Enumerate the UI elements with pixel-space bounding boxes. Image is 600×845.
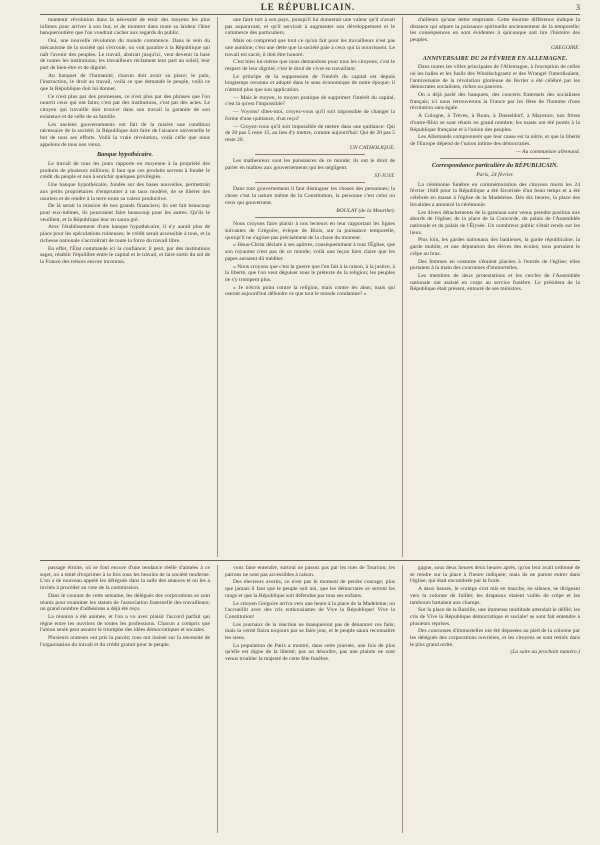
bottom-column-3 — [410, 565, 580, 835]
article-paragraph: Les malheureux sont les puissances de ce monde; ils ont le droit de parler en maîtres aux gouvernements qui les négligent. — [225, 158, 395, 172]
article-paragraph: En effet, l'État commande ici la confiance; il peut, par des institutions sages, rétablir l'équilibre entre le capital et le travail, et faire sortir du sol de la France des trésors encore inconnus. — [40, 245, 210, 265]
article-paragraph: Des femmes en costume s'étaient placées à l'entrée de l'église; elles portaient à la main des couronnes d'immortelles. — [410, 258, 580, 272]
separator — [440, 158, 550, 159]
article-paragraph: Le principe de la suppression de l'intérêt du capital est depuis longtemps reconnu et adopté dans le sens économique de notre époque; il n'attend plus que son application. — [225, 73, 395, 94]
article-paragraph: — Croyez-vous qu'il soit impossible de mettre dans une quittance: Qui de 20 pas 5 reste 15, au lieu d'y mettre, comme aujourd'hui: Qui de 20 pas 5 reste 20. — [225, 123, 395, 143]
horizontal-divider — [40, 560, 580, 561]
newspaper-title: LE RÉPUBLICAIN. — [260, 2, 356, 12]
article-paragraph: Plusieurs orateurs ont pris la parole; tous ont insisté sur la nécessité de l'organisation du travail et du crédit gratuit pour le peuple. — [40, 635, 210, 648]
column-divider — [217, 565, 218, 833]
article-paragraph: passage étroite, où se font encore d'une tendance réelle d'aimées à ce sujet, on a tenté d'exprimer à la fois tous les besoins de la société moderne. L'on a de nouveau appelé les délégués dans la salle des séances et on les a invités à procéder au vote de la commission. — [40, 565, 210, 592]
article-paragraph: A Cologne, à Trèves, à Bonn, à Dusseldorf, à Mayence, nos frères d'outre-Rhin se sont réunis en grand nombre; les toasts ont été portés à la République française et à l'union des peuples. — [410, 113, 580, 133]
bottom-column-1 — [40, 565, 210, 835]
section-heading: ANNIVERSAIRE DU 24 FÉVRIER EN ALLEMAGNE. — [422, 54, 568, 62]
column-divider — [402, 17, 403, 557]
column-3 — [410, 17, 580, 552]
signature: — Au communiste allemand. — [515, 148, 580, 155]
section-heading: Correspondance particulière du RÉPUBLICAIN. — [431, 162, 559, 170]
article-paragraph: La réunion a été animée, et l'on a vu avec plaisir l'accord parfait qui règne entre les ouvriers de toutes les professions. Chacun a compris que l'union seule peut assurer le triomphe des idées démocratiques et sociales. — [40, 613, 210, 634]
column-divider — [402, 565, 403, 833]
article-paragraph: — Voyons! dites-moi, croyez-vous qu'il soit impossible de changer la forme d'une quittance, d'un reçu? — [225, 109, 395, 122]
article-paragraph: Les anciens gouvernements ont fait de la misère une condition nécessaire de la société; la République doit faire de l'aisance universelle le but de tous ses efforts. Voilà la vraie révolution, voilà celle que nous appelons de tous nos vœux. — [40, 121, 210, 148]
article-paragraph: Dans le courant de cette semaine, les délégués des corporations se sont réunis pour examiner les statuts de l'association fraternelle des travailleurs; un grand nombre d'adhésions a déjà été reçu. — [40, 592, 210, 613]
column-1 — [40, 17, 210, 552]
article-paragraph: Les Allemands comprennent que leur cause est la nôtre, et que la liberté de l'Europe dépend de l'union intime des démocraties. — [410, 134, 580, 147]
article-paragraph: Les journaux de la réaction ne manqueront pas de dénaturer ces faits; mais la vérité finira toujours par se faire jour, et le peuple saura reconnaître les siens. — [225, 621, 395, 642]
article-paragraph: une faire tort à son pays, puisqu'il lui donnerait une valeur qu'il n'avait pas auparavant, et qu'il servirait à augmenter son développement et le commerce des particuliers. — [225, 17, 395, 37]
column-divider — [217, 17, 218, 557]
article-paragraph: vous faire entendre, surtout ne passez pas par les rues de Tournon; les patrons ne sont pas accessibles à raison. — [225, 565, 395, 578]
signature: ST-JUST. — [374, 172, 395, 179]
article-paragraph: Le citoyen Grégoire arriva vers une heure à la place de la Madeleine; on l'accueillit avec des cris enthousiastes de Vive la République! Vive la Constitution! — [225, 600, 395, 620]
article-paragraph: Avec l'établissement d'une banque hypothécaire, il n'y aurait plus de place pour les spéculations ruineuses; le crédit serait accessible à tous, et la richesse nationale s'accroîtrait de toute la force du travail libre. — [40, 224, 210, 244]
separator — [255, 182, 365, 183]
bottom-column-2 — [225, 565, 395, 835]
article-paragraph: Une banque hypothécaire, fondée sur des bases nouvelles, permettrait aux petits propriétaires d'emprunter à un taux modéré, de se libérer des usuriers et de rendre à la terre toute sa valeur productive. — [40, 182, 210, 202]
article-paragraph: gagne, sous deux heures deux heures après, qu'on leur avait ordonné de se rendre sur la place à l'heure indiquée; mais ils ne purent entrer dans l'église, qui était encombrée par la foule. — [410, 565, 580, 585]
article-paragraph: Le travail de tous les jours rapporte en moyenne à la propriété des produits de plusieurs millions; il faut que ces produits servent à fonder le crédit du peuple et non à enrichir quelques privilégiés. — [40, 161, 210, 181]
article-paragraph: Dans toutes les villes principales de l'Allemagne, à l'exception de celles où les balles et les fusils des Windischgraetz et des Wrangel l'interdisaient, l'anniversaire de la révolution glorieuse de février a été célébré par les démocrates socialistes, riches ou pauvres. — [410, 64, 580, 91]
article-paragraph: Oui, une nouvelle révolution du monde commence. Dans le sein du mécanisme de la société qui s'écroule, on voit paraître à la République qui naît l'avenir des peuples. Le travail, abstrait jusqu'ici, veut devenir la base de toutes les institutions; les travailleurs réclament leur part au soleil, leur part de bien-être et de dignité. — [40, 38, 210, 71]
article-paragraph: mantenir révolution dans la nécessité de tenir des moyens les plus infimes pour arriver à son but, et de montrer dans toute sa laideur l'âme banqueroutière que l'on voudrait cacher aux regards du public. — [40, 17, 210, 37]
article-paragraph: « Nous croyons que c'est la guerre que l'on fait à la raison, à la justice, à la liberté, que l'on veut déguiser sous le prétexte de la religion; les peuples ne s'y trompent plus. — [225, 263, 395, 283]
article-paragraph: La population de Paris a montré, dans cette journée, une fois de plus qu'elle est digne de la liberté; pas un désordre, pas une plainte ne sont venus troubler la majesté de cette fête funèbre. — [225, 642, 395, 663]
separator — [255, 217, 365, 218]
article-paragraph: C'est bien lui-même que nous demandons pour tous les citoyens; c'est le respect de leur dignité, c'est le droit de vivre en travaillant. — [225, 59, 395, 72]
article-paragraph: Mais on comprend que tout ce qu'on fait pour les travailleurs n'est pas une aumône; c'est une dette que la société paie à ceux qui la nourrissent. Le travail est sacré, il doit être honoré. — [225, 38, 395, 58]
signature: UN CATHOLIQUE. — [349, 144, 395, 151]
dateline: Paris, 24 février. — [476, 172, 514, 179]
article-paragraph: Les divers détachements de la garnison sont venus prendre position aux abords de l'église; de la place de la Concorde, du palais de l'Assemblée nationale et du palais de l'Élysée. Un nombreux public s'était rendu sur les lieux. — [410, 209, 580, 236]
column-2 — [225, 17, 395, 552]
signature: GREGOIRE. — [550, 44, 580, 51]
article-paragraph: « Je n'écris point contre la religion, mais contre les abus; mais qui oserait aujourd'hui défendre ce que tout le monde condamne? » — [225, 284, 395, 298]
article-paragraph: « Jésus-Christ déclare à ses apôtres, conséquemment à tout l'Église, que son royaume n'est pas de ce monde; voilà une leçon bien claire que les papes auraient dû méditer. — [225, 242, 395, 262]
article-paragraph: Sur la place de la Bastille, une immense multitude attendait le défilé; les cris de Vive la République démocratique et sociale! se sont fait entendre à plusieurs reprises. — [410, 607, 580, 627]
article-paragraph: Plus loin, les gardes nationaux des banlieues, la garde républicaine, la garde mobile, et une députation des élèves des écoles; tous portaient le crêpe au bras. — [410, 237, 580, 257]
separator — [255, 154, 365, 155]
article-paragraph: A deux heures, le cortège s'est mis en marche, en silence, se dirigeant vers la colonne de Juillet; les drapeaux étaient voilés de crêpe et les tambours battaient aux champs. — [410, 586, 580, 606]
article-paragraph: Des électeurs avertis, ce n'est pas le moment de perdre courage; plus que jamais il faut que le peuple soit uni, que les démocrates se serrent les rangs et que la République soit défendue par tous ses enfants. — [225, 579, 395, 599]
signature: BOULAY (de la Meurthe). — [336, 207, 395, 214]
article-paragraph: La cérémonie funèbre en commémoration des citoyens morts les 24 février 1848 pour la République a été favorisée d'un beau temps et a été célébrée en masse à l'église de la Madeleine. Dès dix heures, la place des Invalides a annoncé la cérémonie. — [410, 181, 580, 208]
section-heading: Banque hypothécaire. — [96, 151, 154, 159]
article-paragraph: Des couronnes d'immortelles ont été déposées au pied de la colonne par les délégués des corporations ouvrières, et les citoyens se sont retirés dans le plus grand ordre. — [410, 628, 580, 648]
article-paragraph: Les membres de deux protestations et les cercles de l'Assemblée nationale ont assisté en corps au service funèbre. Le président de la République était présent, entouré de ses ministres. — [410, 272, 580, 293]
article-paragraph: Dans tout gouvernement il faut distinguer les choses des personnes; la chose c'est la nature même de la Constitution, la personne c'est celui ou ceux qui gouvernent. — [225, 186, 395, 206]
page-number: 3 — [576, 2, 580, 12]
article-paragraph: — Mais le moyen, le moyen pratique de supprimer l'intérêt du capital, c'est là qu'est l'impossible? — [225, 94, 395, 108]
article-paragraph: Ce n'est plus par des promesses, ce n'est plus par des phrases que l'on nourrit ceux qui ont faim; c'est par des institutions, c'est par des actes. Le citoyen qui travaille doit trouver dans son travail la garantie de son existence et de celle de sa famille. — [40, 93, 210, 120]
article-paragraph: Au banquet de l'humanité, chacun doit avoir sa place; le pain, l'instruction, le droit au travail, voilà ce que demande le peuple, voilà ce que la République doit lui donner. — [40, 72, 210, 93]
page-header — [40, 0, 580, 15]
article-paragraph: d'ailleurs qu'une lettre emprunte. Cette énorme différence indique la distance qui sépare la puissance spirituelle anciennement de la temporelle; les conséquences en sont évidentes à quiconque sait lire l'histoire des peuples. — [410, 17, 580, 44]
article-paragraph: On a déjà parlé des banquets, des concerts fraternels des socialistes français; ici nous retrouverons la France par les fêtes de l'homme d'une révolution sans égale. — [410, 92, 580, 112]
continuation-note: (La suite au prochain numéro.) — [510, 649, 580, 656]
article-paragraph: Nous croyons faire plaisir à nos lecteurs en leur rapportant les lignes suivantes de Grégoire, évêque de Blois, sur la puissance temporelle, quoiqu'il ne s'agisse pas précisément de la chose du moment. — [225, 221, 395, 241]
article-paragraph: De là serait la mission de nos grands financiers; ils ont fait beaucoup pour eux-mêmes, ils pourraient faire beaucoup pour les autres. Qu'ils le veuillent, et la République leur en saura gré. — [40, 203, 210, 223]
